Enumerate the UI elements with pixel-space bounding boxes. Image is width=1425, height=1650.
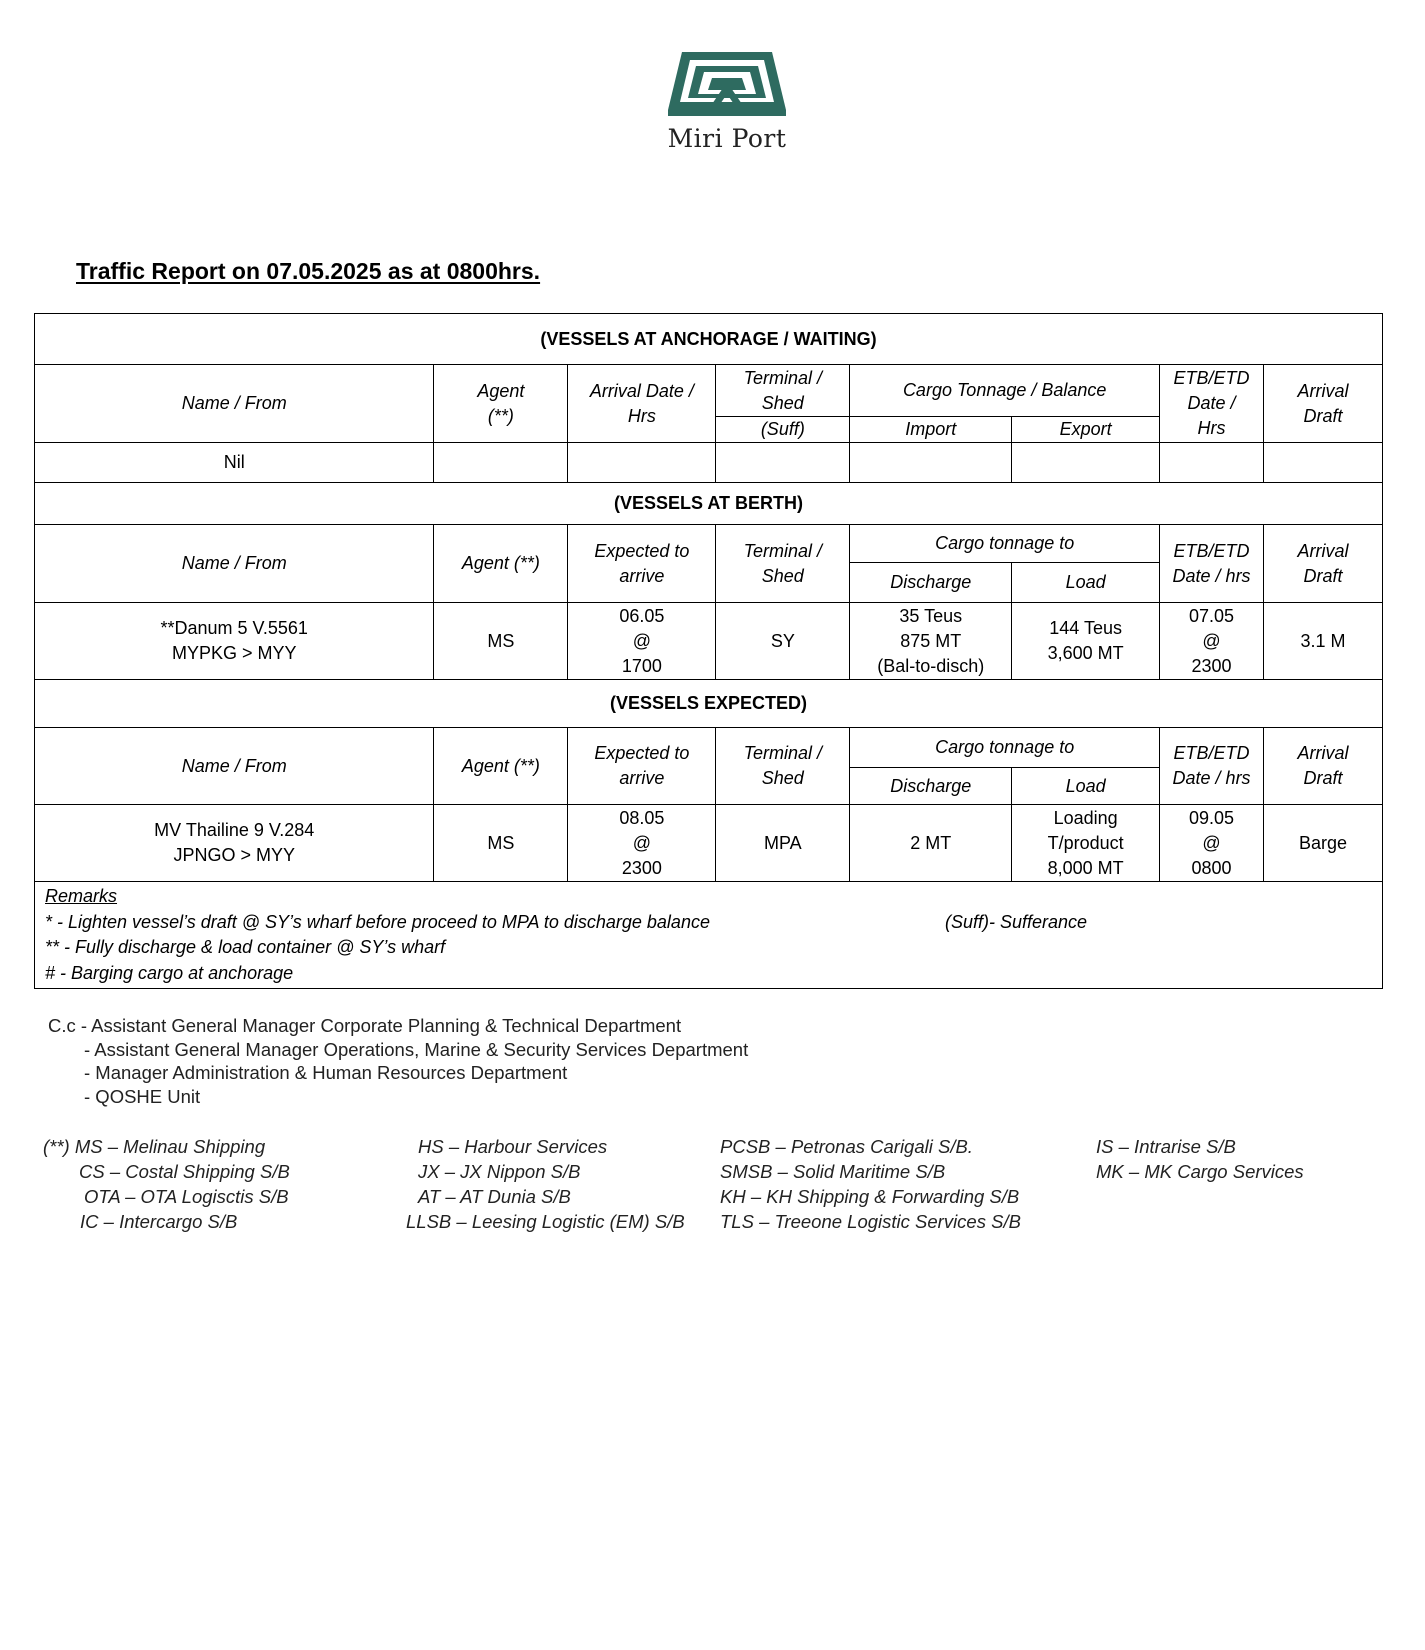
anchorage-draft-header: Arrival Draft xyxy=(1264,365,1383,443)
agent-entry: PCSB – Petronas Carigali S/B. xyxy=(720,1136,973,1157)
berth-load-header: Load xyxy=(1012,563,1160,603)
cc-line: C.c - Assistant General Manager Corporate Planning & Technical Department xyxy=(48,1015,682,1036)
remarks xyxy=(35,882,1383,989)
anchorage-row-export xyxy=(1012,443,1160,483)
anchorage-row-draft xyxy=(1264,443,1383,483)
expected-draft-header: Arrival Draft xyxy=(1264,728,1383,805)
cc-line: - QOSHE Unit xyxy=(84,1085,201,1107)
anchorage-cargo-header: Cargo Tonnage / Balance xyxy=(850,365,1160,417)
agent-entry: (**) MS – Melinau Shipping xyxy=(43,1136,266,1157)
expected-row-draft: Barge xyxy=(1264,805,1383,882)
berth-row-name xyxy=(35,603,434,680)
berth-terminal-header: Terminal / Shed xyxy=(716,525,850,603)
berth-etb-header: ETB/ETD Date / hrs xyxy=(1160,525,1264,603)
cc-list xyxy=(48,1014,748,1108)
agent-entry: KH – KH Shipping & Forwarding S/B xyxy=(720,1186,1020,1207)
expected-cargo-header: Cargo tonnage to xyxy=(850,728,1160,768)
agent-entry: TLS – Treeone Logistic Services S/B xyxy=(720,1211,1021,1232)
expected-section-title: (VESSELS EXPECTED) xyxy=(35,680,1383,728)
berth-vessel-name: **Danum 5 V.5561 xyxy=(160,618,308,638)
expected-row-expected: 08.05 @ 2300 xyxy=(568,805,716,882)
berth-row-agent: MS xyxy=(434,603,568,680)
expected-row-etb: 09.05 @ 0800 xyxy=(1160,805,1264,882)
remark-line: * - Lighten vessel’s draft @ SY’s wharf before proceed to MPA to discharge balance (Suff)- Sufferance xyxy=(45,910,1372,936)
anchorage-agent-header: Agent (**) xyxy=(434,365,568,443)
anchorage-name-header: Name / From xyxy=(35,365,434,443)
traffic-table xyxy=(34,313,1383,989)
berth-row-expected: 06.05 @ 1700 xyxy=(568,603,716,680)
berth-vessel-route: MYPKG > MYY xyxy=(171,643,297,663)
berth-section-title: (VESSELS AT BERTH) xyxy=(35,483,1383,525)
cc-line: - Assistant General Manager Operations, Marine & Security Services Department xyxy=(84,1038,749,1060)
expected-row-discharge: 2 MT xyxy=(850,805,1012,882)
suff-note: (Suff)- Sufferance xyxy=(945,911,1088,932)
anchorage-row-name: Nil xyxy=(35,443,434,483)
report-title: Traffic Report on 07.05.2025 as at 0800hrs. xyxy=(76,258,541,284)
berth-agent-header: Agent (**) xyxy=(434,525,568,603)
agents-legend-col2 xyxy=(406,1134,685,1234)
expected-load-header: Load xyxy=(1012,768,1160,805)
agent-entry: LLSB – Leesing Logistic (EM) S/B xyxy=(406,1211,685,1232)
agent-entry: OTA – OTA Logisctis S/B xyxy=(84,1186,289,1207)
expected-name-header: Name / From xyxy=(35,728,434,805)
agent-entry: SMSB – Solid Maritime S/B xyxy=(720,1161,946,1182)
expected-row-load: Loading T/product 8,000 MT xyxy=(1012,805,1160,882)
berth-draft-header: Arrival Draft xyxy=(1264,525,1383,603)
anchorage-terminal-header: Terminal / Shed xyxy=(716,365,850,417)
berth-cargo-header: Cargo tonnage to xyxy=(850,525,1160,563)
expected-expected-header: Expected to arrive xyxy=(568,728,716,805)
agents-legend-col3 xyxy=(720,1134,1021,1234)
berth-row-etb: 07.05 @ 2300 xyxy=(1160,603,1264,680)
remark-line: ** - Fully discharge & load container @ SY’s wharf xyxy=(45,937,446,957)
anchorage-arrival-header: Arrival Date / Hrs xyxy=(568,365,716,443)
berth-discharge-header: Discharge xyxy=(850,563,1012,603)
agents-legend-col4 xyxy=(1096,1134,1304,1184)
berth-row-load: 144 Teus 3,600 MT xyxy=(1012,603,1160,680)
expected-terminal-header: Terminal / Shed xyxy=(716,728,850,805)
anchorage-row-terminal xyxy=(716,443,850,483)
agents-legend-col1 xyxy=(43,1134,290,1234)
remarks-title: Remarks xyxy=(45,886,118,906)
anchorage-section-title: (VESSELS AT ANCHORAGE / WAITING) xyxy=(35,314,1383,365)
berth-name-header: Name / From xyxy=(35,525,434,603)
berth-expected-header: Expected to arrive xyxy=(568,525,716,603)
agent-entry: AT – AT Dunia S/B xyxy=(418,1186,571,1207)
anchorage-row-arrival xyxy=(568,443,716,483)
expected-discharge-header: Discharge xyxy=(850,768,1012,805)
agent-entry: IS – Intrarise S/B xyxy=(1096,1136,1236,1157)
expected-vessel-route: JPNGO > MYY xyxy=(173,845,295,865)
berth-row-draft: 3.1 M xyxy=(1264,603,1383,680)
expected-row-terminal: MPA xyxy=(716,805,850,882)
agent-entry: IC – Intercargo S/B xyxy=(80,1211,238,1232)
agent-entry: MK – MK Cargo Services xyxy=(1096,1161,1304,1182)
berth-row-terminal: SY xyxy=(716,603,850,680)
expected-agent-header: Agent (**) xyxy=(434,728,568,805)
expected-row-name xyxy=(35,805,434,882)
agent-entry: CS – Costal Shipping S/B xyxy=(79,1161,290,1182)
berth-row-discharge: 35 Teus 875 MT (Bal-to-disch) xyxy=(850,603,1012,680)
anchorage-export-header: Export xyxy=(1012,417,1160,443)
cc-line: - Manager Administration & Human Resources Department xyxy=(84,1062,568,1083)
logo-text: Miri Port xyxy=(667,124,787,153)
anchorage-row-agent xyxy=(434,443,568,483)
anchorage-import-header: Import xyxy=(850,417,1012,443)
agent-entry: JX – JX Nippon S/B xyxy=(418,1161,581,1182)
anchorage-row-etb xyxy=(1160,443,1264,483)
expected-row-agent: MS xyxy=(434,805,568,882)
agent-entry: HS – Harbour Services xyxy=(418,1136,608,1157)
anchorage-etb-header: ETB/ETD Date / Hrs xyxy=(1160,365,1264,443)
port-emblem-icon xyxy=(668,52,786,130)
expected-vessel-name: MV Thailine 9 V.284 xyxy=(154,820,315,840)
anchorage-suff-header: (Suff) xyxy=(716,417,850,443)
anchorage-row-import xyxy=(850,443,1012,483)
expected-etb-header: ETB/ETD Date / hrs xyxy=(1160,728,1264,805)
remark-line: # - Barging cargo at anchorage xyxy=(45,962,294,983)
